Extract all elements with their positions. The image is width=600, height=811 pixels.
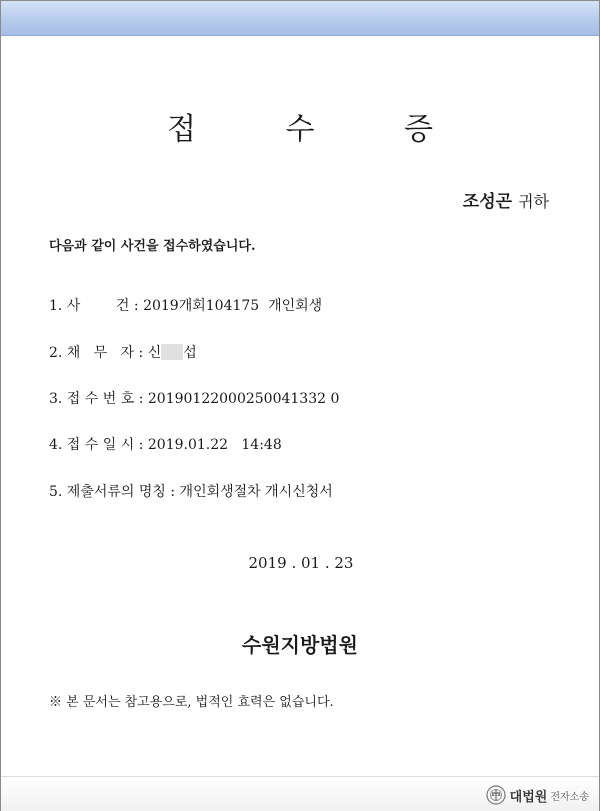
debtor-name-first: 신 xyxy=(147,345,162,361)
document-name-item xyxy=(49,481,333,501)
debtor-item xyxy=(49,342,197,362)
redaction-box xyxy=(161,344,183,360)
logo-sub-text: 전자소송 xyxy=(550,791,589,803)
document-name-value: 개인회생절차 개시신청서 xyxy=(179,484,333,500)
receipt-number-item xyxy=(49,388,339,408)
case-value: 2019개회104175 개인회생 xyxy=(143,298,323,314)
receipt-datetime-item xyxy=(49,434,282,454)
document-name-label: 5. 제출서류의 명칭 : xyxy=(49,484,180,500)
recipient-suffix: 귀하 xyxy=(518,192,549,211)
issue-date: 2019 . 01 . 23 xyxy=(248,554,354,572)
receipt-datetime-label: 4. 접 수 일 시 : xyxy=(49,437,148,453)
receipt-number-value: 20190122000250041332 0 xyxy=(147,391,340,407)
footer-bar xyxy=(1,776,599,811)
court-emblem-icon xyxy=(486,785,506,805)
intro-text: 다음과 같이 사건을 접수하였습니다. xyxy=(49,239,256,254)
case-item xyxy=(49,295,322,315)
header-bar xyxy=(1,1,599,36)
receipt-datetime-value: 2019.01.22 14:48 xyxy=(147,437,282,453)
document-title: 접 수 증 xyxy=(166,112,473,147)
debtor-label: 2. 채 무 자 : xyxy=(49,345,148,361)
receipt-number-label: 3. 접 수 번 호 : xyxy=(49,391,148,407)
case-label: 1. 사 건 : xyxy=(49,298,144,314)
recipient-name: 조성곤 xyxy=(462,192,513,212)
logo-main-text: 대법원 xyxy=(509,789,548,805)
recipient xyxy=(463,187,549,212)
debtor-name-last: 섭 xyxy=(183,345,197,361)
disclaimer-note: ※ 본 문서는 참고용으로, 법적인 효력은 없습니다. xyxy=(49,695,334,710)
court-logo xyxy=(486,785,589,805)
court-name: 수원지방법원 xyxy=(242,633,358,657)
